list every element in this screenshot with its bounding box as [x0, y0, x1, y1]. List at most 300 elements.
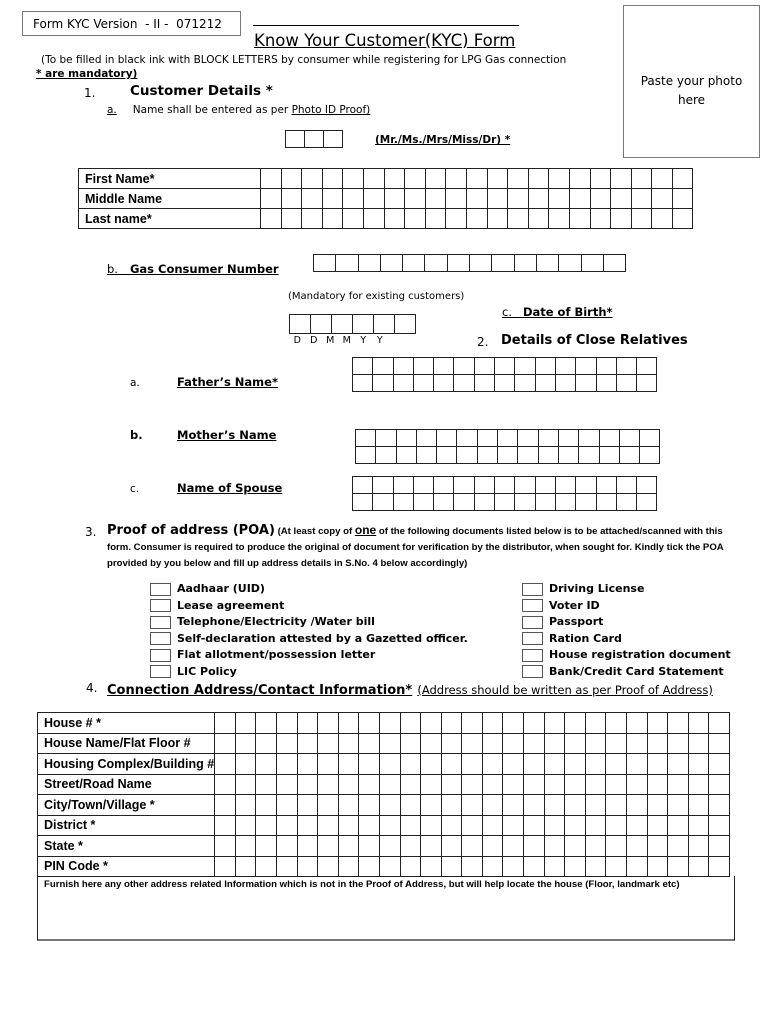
address-char-box[interactable]: [524, 815, 545, 836]
address-char-box[interactable]: [441, 774, 462, 795]
address-char-box[interactable]: [400, 774, 421, 795]
address-char-box[interactable]: [647, 754, 668, 775]
address-char-box[interactable]: [379, 713, 400, 734]
relative-name-box[interactable]: [353, 375, 373, 392]
address-char-box[interactable]: [441, 713, 462, 734]
address-char-box[interactable]: [421, 713, 442, 734]
relative-name-box[interactable]: [596, 375, 616, 392]
relative-name-box[interactable]: [558, 430, 578, 447]
address-char-box[interactable]: [627, 754, 648, 775]
address-char-box[interactable]: [565, 733, 586, 754]
address-char-box[interactable]: [338, 733, 359, 754]
checkbox[interactable]: [150, 665, 171, 678]
address-char-box[interactable]: [359, 754, 380, 775]
address-char-box[interactable]: [709, 795, 730, 816]
address-char-box[interactable]: [585, 774, 606, 795]
relative-name-box[interactable]: [454, 494, 474, 511]
name-char-box[interactable]: [281, 209, 302, 229]
name-char-box[interactable]: [363, 209, 384, 229]
name-char-box[interactable]: [302, 169, 323, 189]
relative-name-box[interactable]: [558, 447, 578, 464]
consumer-number-box[interactable]: [314, 255, 336, 272]
address-char-box[interactable]: [400, 856, 421, 877]
address-char-box[interactable]: [606, 713, 627, 734]
name-char-box[interactable]: [611, 209, 632, 229]
relative-name-box[interactable]: [474, 477, 494, 494]
salutation-cell[interactable]: [286, 131, 305, 148]
address-char-box[interactable]: [256, 774, 277, 795]
relative-name-box[interactable]: [637, 375, 657, 392]
relative-name-box[interactable]: [579, 430, 599, 447]
relative-name-box[interactable]: [579, 447, 599, 464]
address-char-box[interactable]: [462, 774, 483, 795]
poa-option[interactable]: [150, 647, 375, 663]
name-char-box[interactable]: [652, 169, 673, 189]
relative-name-box[interactable]: [535, 358, 555, 375]
name-char-box[interactable]: [652, 189, 673, 209]
address-char-box[interactable]: [215, 795, 236, 816]
address-char-box[interactable]: [647, 795, 668, 816]
dob-box[interactable]: [353, 315, 374, 334]
relative-name-box[interactable]: [637, 494, 657, 511]
relative-name-box[interactable]: [376, 447, 396, 464]
address-char-box[interactable]: [359, 795, 380, 816]
address-char-box[interactable]: [627, 856, 648, 877]
relative-name-box[interactable]: [576, 375, 596, 392]
poa-option[interactable]: [150, 581, 265, 597]
address-char-box[interactable]: [297, 815, 318, 836]
checkbox[interactable]: [522, 599, 543, 612]
relative-name-box[interactable]: [413, 375, 433, 392]
name-char-box[interactable]: [425, 189, 446, 209]
address-char-box[interactable]: [297, 836, 318, 857]
address-char-box[interactable]: [482, 815, 503, 836]
address-char-box[interactable]: [688, 795, 709, 816]
name-char-box[interactable]: [672, 209, 693, 229]
address-char-box[interactable]: [318, 774, 339, 795]
address-char-box[interactable]: [276, 795, 297, 816]
address-char-box[interactable]: [338, 713, 359, 734]
checkbox[interactable]: [150, 616, 171, 629]
address-char-box[interactable]: [544, 713, 565, 734]
poa-option[interactable]: [150, 598, 284, 614]
dob-box[interactable]: [290, 315, 311, 334]
name-char-box[interactable]: [528, 169, 549, 189]
address-char-box[interactable]: [318, 795, 339, 816]
name-char-box[interactable]: [466, 209, 487, 229]
relative-name-box[interactable]: [515, 358, 535, 375]
relative-name-box[interactable]: [518, 447, 538, 464]
name-char-box[interactable]: [343, 209, 364, 229]
relative-name-box[interactable]: [474, 358, 494, 375]
address-char-box[interactable]: [503, 774, 524, 795]
relative-name-box[interactable]: [396, 430, 416, 447]
address-char-box[interactable]: [462, 856, 483, 877]
name-char-box[interactable]: [343, 189, 364, 209]
address-char-box[interactable]: [235, 754, 256, 775]
address-char-box[interactable]: [688, 815, 709, 836]
poa-option[interactable]: [150, 664, 237, 680]
relative-name-box[interactable]: [518, 430, 538, 447]
name-char-box[interactable]: [590, 169, 611, 189]
address-char-box[interactable]: [256, 713, 277, 734]
address-char-box[interactable]: [482, 754, 503, 775]
address-char-box[interactable]: [379, 774, 400, 795]
relative-name-box[interactable]: [356, 430, 376, 447]
address-char-box[interactable]: [297, 774, 318, 795]
name-char-box[interactable]: [281, 169, 302, 189]
address-char-box[interactable]: [482, 774, 503, 795]
relative-name-box[interactable]: [434, 477, 454, 494]
relative-name-box[interactable]: [515, 375, 535, 392]
relative-name-box[interactable]: [416, 447, 436, 464]
address-char-box[interactable]: [318, 815, 339, 836]
relative-name-box[interactable]: [454, 477, 474, 494]
checkbox[interactable]: [150, 583, 171, 596]
relative-name-box[interactable]: [576, 477, 596, 494]
relative-name-box[interactable]: [413, 477, 433, 494]
address-char-box[interactable]: [462, 713, 483, 734]
address-char-box[interactable]: [482, 795, 503, 816]
relative-name-box[interactable]: [356, 447, 376, 464]
checkbox[interactable]: [522, 649, 543, 662]
address-char-box[interactable]: [524, 713, 545, 734]
poa-option[interactable]: [522, 664, 724, 680]
address-char-box[interactable]: [359, 713, 380, 734]
address-char-box[interactable]: [709, 774, 730, 795]
name-char-box[interactable]: [425, 209, 446, 229]
relative-name-box[interactable]: [373, 358, 393, 375]
address-char-box[interactable]: [400, 713, 421, 734]
relative-name-box[interactable]: [498, 430, 518, 447]
relative-name-box[interactable]: [413, 358, 433, 375]
name-char-box[interactable]: [487, 209, 508, 229]
address-char-box[interactable]: [276, 774, 297, 795]
relative-name-box[interactable]: [555, 358, 575, 375]
relative-name-box[interactable]: [640, 430, 660, 447]
name-char-box[interactable]: [631, 169, 652, 189]
address-char-box[interactable]: [359, 774, 380, 795]
name-char-box[interactable]: [631, 209, 652, 229]
address-char-box[interactable]: [462, 795, 483, 816]
relative-name-box[interactable]: [454, 375, 474, 392]
relative-name-box[interactable]: [416, 430, 436, 447]
relative-name-box[interactable]: [619, 447, 639, 464]
name-char-box[interactable]: [611, 189, 632, 209]
address-char-box[interactable]: [235, 836, 256, 857]
address-char-box[interactable]: [544, 733, 565, 754]
address-char-box[interactable]: [627, 733, 648, 754]
address-char-box[interactable]: [276, 733, 297, 754]
address-char-box[interactable]: [235, 733, 256, 754]
address-char-box[interactable]: [503, 713, 524, 734]
name-char-box[interactable]: [384, 209, 405, 229]
address-char-box[interactable]: [400, 733, 421, 754]
address-char-box[interactable]: [338, 774, 359, 795]
relative-name-box[interactable]: [396, 447, 416, 464]
address-char-box[interactable]: [709, 713, 730, 734]
address-char-box[interactable]: [668, 815, 689, 836]
address-char-box[interactable]: [627, 815, 648, 836]
address-char-box[interactable]: [256, 815, 277, 836]
address-char-box[interactable]: [544, 856, 565, 877]
name-char-box[interactable]: [302, 189, 323, 209]
address-char-box[interactable]: [359, 733, 380, 754]
name-char-box[interactable]: [569, 209, 590, 229]
name-char-box[interactable]: [590, 209, 611, 229]
address-char-box[interactable]: [709, 754, 730, 775]
address-char-box[interactable]: [627, 795, 648, 816]
address-char-box[interactable]: [585, 815, 606, 836]
address-char-box[interactable]: [338, 754, 359, 775]
relative-name-box[interactable]: [373, 477, 393, 494]
address-char-box[interactable]: [276, 836, 297, 857]
name-char-box[interactable]: [384, 189, 405, 209]
address-char-box[interactable]: [256, 733, 277, 754]
address-char-box[interactable]: [606, 815, 627, 836]
relative-name-box[interactable]: [353, 494, 373, 511]
relative-name-box[interactable]: [637, 358, 657, 375]
address-char-box[interactable]: [235, 713, 256, 734]
name-char-box[interactable]: [425, 169, 446, 189]
address-char-box[interactable]: [524, 733, 545, 754]
address-char-box[interactable]: [297, 795, 318, 816]
address-char-box[interactable]: [379, 836, 400, 857]
relative-name-box[interactable]: [515, 477, 535, 494]
address-char-box[interactable]: [585, 795, 606, 816]
address-char-box[interactable]: [606, 856, 627, 877]
relative-name-box[interactable]: [353, 477, 373, 494]
address-char-box[interactable]: [462, 754, 483, 775]
consumer-number-box[interactable]: [470, 255, 492, 272]
relative-name-box[interactable]: [373, 375, 393, 392]
address-char-box[interactable]: [524, 836, 545, 857]
address-char-box[interactable]: [668, 713, 689, 734]
consumer-number-box[interactable]: [403, 255, 425, 272]
relative-name-box[interactable]: [535, 494, 555, 511]
checkbox[interactable]: [150, 649, 171, 662]
address-char-box[interactable]: [235, 795, 256, 816]
relative-name-box[interactable]: [457, 430, 477, 447]
address-char-box[interactable]: [503, 795, 524, 816]
address-char-box[interactable]: [276, 713, 297, 734]
address-char-box[interactable]: [379, 815, 400, 836]
address-char-box[interactable]: [338, 795, 359, 816]
address-char-box[interactable]: [421, 774, 442, 795]
name-char-box[interactable]: [384, 169, 405, 189]
address-char-box[interactable]: [215, 754, 236, 775]
photo-box[interactable]: [623, 5, 760, 158]
relative-name-box[interactable]: [538, 430, 558, 447]
address-char-box[interactable]: [297, 856, 318, 877]
poa-option[interactable]: [522, 581, 644, 597]
name-char-box[interactable]: [405, 209, 426, 229]
other-info-box[interactable]: [37, 876, 735, 941]
address-char-box[interactable]: [585, 754, 606, 775]
name-char-box[interactable]: [569, 189, 590, 209]
name-char-box[interactable]: [466, 169, 487, 189]
address-char-box[interactable]: [668, 856, 689, 877]
address-char-box[interactable]: [503, 836, 524, 857]
address-char-box[interactable]: [524, 795, 545, 816]
consumer-number-box[interactable]: [380, 255, 402, 272]
poa-option[interactable]: [522, 598, 600, 614]
salutation-boxes[interactable]: [285, 130, 343, 148]
relative-name-box[interactable]: [596, 358, 616, 375]
address-char-box[interactable]: [585, 836, 606, 857]
relative-name-box[interactable]: [376, 430, 396, 447]
relative-name-box[interactable]: [413, 494, 433, 511]
relative-name-box[interactable]: [596, 477, 616, 494]
address-char-box[interactable]: [647, 774, 668, 795]
spouse-name-grid[interactable]: [352, 476, 657, 511]
address-char-box[interactable]: [441, 754, 462, 775]
address-char-box[interactable]: [215, 836, 236, 857]
poa-option[interactable]: [522, 631, 622, 647]
address-char-box[interactable]: [359, 856, 380, 877]
relative-name-box[interactable]: [555, 375, 575, 392]
address-char-box[interactable]: [544, 774, 565, 795]
checkbox[interactable]: [522, 616, 543, 629]
address-char-box[interactable]: [400, 815, 421, 836]
father-name-grid[interactable]: [352, 357, 657, 392]
address-char-box[interactable]: [421, 795, 442, 816]
address-char-box[interactable]: [421, 815, 442, 836]
address-char-box[interactable]: [647, 713, 668, 734]
gas-consumer-number-boxes[interactable]: [313, 254, 626, 272]
address-char-box[interactable]: [462, 733, 483, 754]
poa-option[interactable]: [522, 614, 603, 630]
relative-name-box[interactable]: [393, 477, 413, 494]
address-char-box[interactable]: [421, 754, 442, 775]
address-char-box[interactable]: [544, 795, 565, 816]
address-char-box[interactable]: [688, 856, 709, 877]
address-char-box[interactable]: [235, 815, 256, 836]
name-char-box[interactable]: [446, 169, 467, 189]
address-char-box[interactable]: [524, 856, 545, 877]
address-char-box[interactable]: [421, 733, 442, 754]
address-char-box[interactable]: [441, 836, 462, 857]
address-char-box[interactable]: [215, 733, 236, 754]
address-char-box[interactable]: [503, 733, 524, 754]
address-char-box[interactable]: [585, 856, 606, 877]
address-char-box[interactable]: [400, 754, 421, 775]
consumer-number-box[interactable]: [358, 255, 380, 272]
address-char-box[interactable]: [606, 774, 627, 795]
relative-name-box[interactable]: [576, 358, 596, 375]
address-char-box[interactable]: [359, 836, 380, 857]
relative-name-box[interactable]: [616, 375, 636, 392]
consumer-number-box[interactable]: [559, 255, 581, 272]
poa-option[interactable]: [522, 647, 731, 663]
name-char-box[interactable]: [611, 169, 632, 189]
address-char-box[interactable]: [359, 815, 380, 836]
salutation-cell[interactable]: [324, 131, 343, 148]
checkbox[interactable]: [522, 583, 543, 596]
relative-name-box[interactable]: [599, 447, 619, 464]
relative-name-box[interactable]: [616, 494, 636, 511]
address-char-box[interactable]: [235, 774, 256, 795]
address-char-box[interactable]: [235, 856, 256, 877]
relative-name-box[interactable]: [538, 447, 558, 464]
relative-name-box[interactable]: [437, 447, 457, 464]
name-char-box[interactable]: [549, 169, 570, 189]
address-char-box[interactable]: [400, 795, 421, 816]
address-char-box[interactable]: [565, 836, 586, 857]
address-char-box[interactable]: [606, 754, 627, 775]
address-char-box[interactable]: [585, 733, 606, 754]
address-char-box[interactable]: [606, 795, 627, 816]
address-char-box[interactable]: [256, 856, 277, 877]
address-char-box[interactable]: [215, 774, 236, 795]
address-char-box[interactable]: [338, 815, 359, 836]
relative-name-box[interactable]: [555, 494, 575, 511]
address-char-box[interactable]: [606, 836, 627, 857]
address-char-box[interactable]: [256, 836, 277, 857]
name-char-box[interactable]: [322, 189, 343, 209]
address-char-box[interactable]: [297, 733, 318, 754]
address-char-box[interactable]: [482, 856, 503, 877]
address-char-box[interactable]: [524, 774, 545, 795]
address-char-box[interactable]: [688, 774, 709, 795]
relative-name-box[interactable]: [498, 447, 518, 464]
address-char-box[interactable]: [544, 815, 565, 836]
address-char-box[interactable]: [647, 815, 668, 836]
address-char-box[interactable]: [606, 733, 627, 754]
name-char-box[interactable]: [261, 189, 282, 209]
address-char-box[interactable]: [338, 856, 359, 877]
consumer-number-box[interactable]: [447, 255, 469, 272]
relative-name-box[interactable]: [474, 494, 494, 511]
poa-option[interactable]: [150, 614, 375, 630]
name-char-box[interactable]: [508, 189, 529, 209]
address-char-box[interactable]: [503, 815, 524, 836]
address-char-box[interactable]: [688, 754, 709, 775]
consumer-number-box[interactable]: [603, 255, 625, 272]
consumer-number-box[interactable]: [536, 255, 558, 272]
relative-name-box[interactable]: [393, 358, 413, 375]
address-char-box[interactable]: [276, 815, 297, 836]
address-char-box[interactable]: [318, 836, 339, 857]
name-char-box[interactable]: [466, 189, 487, 209]
name-char-box[interactable]: [528, 209, 549, 229]
address-char-box[interactable]: [668, 795, 689, 816]
address-char-box[interactable]: [503, 754, 524, 775]
name-char-box[interactable]: [363, 169, 384, 189]
name-char-box[interactable]: [446, 189, 467, 209]
address-char-box[interactable]: [668, 754, 689, 775]
address-char-box[interactable]: [318, 754, 339, 775]
checkbox[interactable]: [150, 632, 171, 645]
address-char-box[interactable]: [297, 754, 318, 775]
poa-option[interactable]: [150, 631, 468, 647]
name-char-box[interactable]: [672, 189, 693, 209]
address-char-box[interactable]: [709, 733, 730, 754]
address-char-box[interactable]: [565, 795, 586, 816]
address-char-box[interactable]: [482, 836, 503, 857]
address-char-box[interactable]: [709, 836, 730, 857]
address-char-box[interactable]: [709, 815, 730, 836]
relative-name-box[interactable]: [619, 430, 639, 447]
consumer-number-box[interactable]: [425, 255, 447, 272]
name-char-box[interactable]: [631, 189, 652, 209]
dob-box[interactable]: [332, 315, 353, 334]
address-char-box[interactable]: [647, 836, 668, 857]
address-char-box[interactable]: [215, 815, 236, 836]
relative-name-box[interactable]: [437, 430, 457, 447]
address-char-box[interactable]: [482, 733, 503, 754]
address-char-box[interactable]: [565, 815, 586, 836]
